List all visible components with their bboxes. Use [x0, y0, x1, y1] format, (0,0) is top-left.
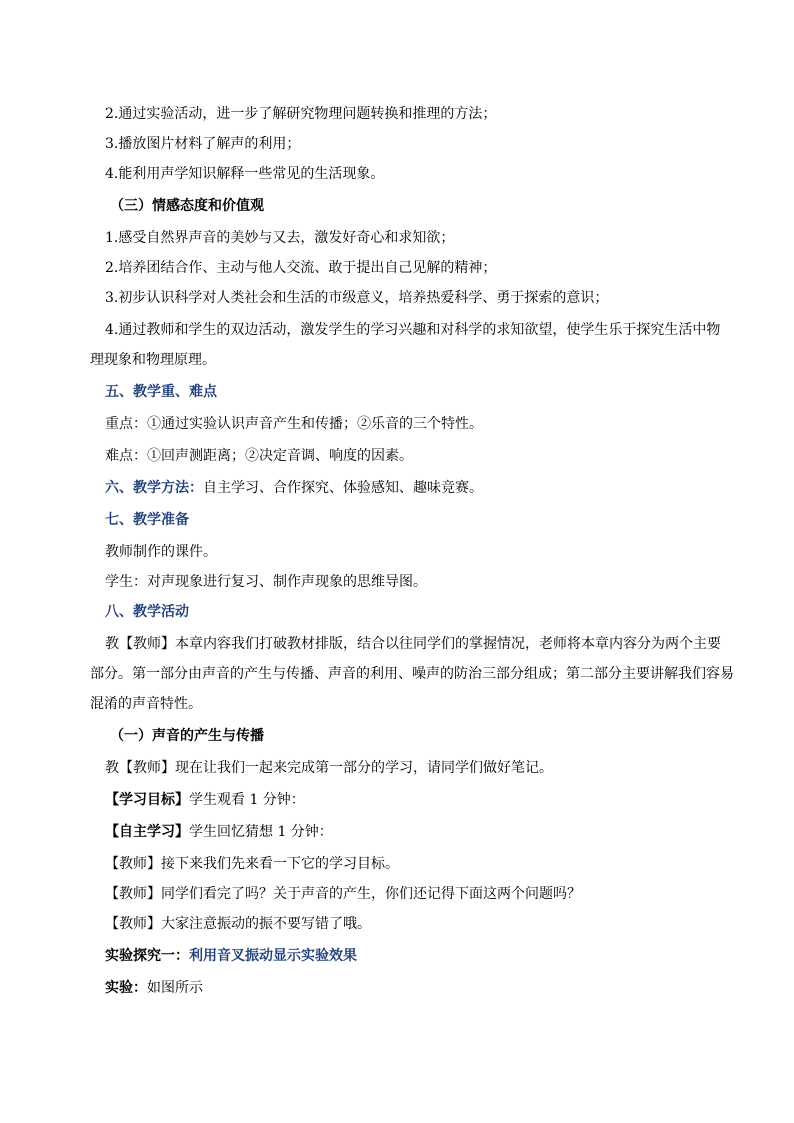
experiment-figure-text: 如图所示: [147, 980, 203, 996]
attitude-item-1: 1.感受自然界声音的美妙与又去，激发好奇心和求知欲；: [105, 230, 455, 246]
attitude-item-3: 3.初步认识科学对人类社会和生活的市级意义，培养热爱科学、勇于探索的意识；: [105, 290, 609, 306]
self-study-text: 学生回忆猜想 1 分钟：: [189, 824, 333, 840]
teacher-questions-text: 同学们看完了吗？关于声音的产生，你们还记得下面这两个问题吗？: [161, 886, 581, 902]
self-study-tag: 【自主学习】: [105, 824, 189, 840]
teacher-tag: 【教师】: [105, 856, 161, 872]
teacher-tag: 【教师】: [105, 916, 161, 932]
learning-goal-tag: 【学习目标】: [105, 792, 189, 808]
section-heading-attitudes: （三）情感态度和价值观: [110, 198, 264, 214]
teacher-line-questions: [105, 884, 725, 904]
section-heading-methods: 六、教学方法：: [105, 480, 203, 496]
experiment-one-line: [105, 946, 725, 966]
preparation-student: 学生：对声现象进行复习、制作声现象的思维导图。: [105, 574, 427, 590]
objective-item-3: 3.播放图片材料了解声的利用；: [105, 136, 301, 152]
teacher-line-goals: [105, 854, 725, 874]
key-points-text: 重点：①通过实验认识声音产生和传播；②乐音的三个特性。: [105, 416, 483, 432]
section-heading-activities: 八、教学活动: [105, 604, 189, 620]
teacher-vibration-text: 大家注意振动的振不要写错了哦。: [161, 916, 371, 932]
teacher-line-vibration: [105, 914, 725, 934]
learning-goal-text: 学生观看 1 分钟：: [189, 792, 305, 808]
self-study-line: [105, 822, 725, 842]
teaching-methods-text: 自主学习、合作探究、体验感知、趣味竞赛。: [203, 480, 483, 496]
learning-goal-line: [105, 790, 725, 810]
experiment-figure-line: [105, 978, 725, 998]
activity-intro-line1: 教【教师】本章内容我们打破教材排版，结合以往同学们的掌握情况，老师将本章内容分为两个主要: [105, 636, 721, 652]
experiment-one-label: 实验探究一：: [105, 948, 189, 964]
objective-item-4: 4.能利用声学知识解释一些常见的生活现象。: [105, 166, 385, 182]
attitude-item-4-line2: 理现象和物理原理。: [90, 352, 216, 368]
attitude-item-4-line1: 4.通过教师和学生的双边活动，激发学生的学习兴趣和对科学的求知欲望，使学生乐于探究生活中物: [105, 322, 721, 338]
subsection-heading-sound-production: （一）声音的产生与传播: [110, 728, 264, 744]
experiment-one-title: 利用音叉振动显示实验效果: [189, 948, 357, 964]
activity-intro-line3: 混淆的声音特性。: [90, 696, 202, 712]
teaching-methods-line: [105, 478, 725, 498]
teacher-goals-text: 接下来我们先来看一下它的学习目标。: [161, 856, 399, 872]
preparation-teacher: 教师制作的课件。: [105, 544, 217, 560]
difficult-points-text: 难点：①回声测距离；②决定音调、响度的因素。: [105, 448, 413, 464]
section-heading-key-points: 五、教学重、难点: [105, 384, 217, 400]
teacher-tag: 【教师】: [105, 886, 161, 902]
attitude-item-2: 2.培养团结合作、主动与他人交流、敢于提出自己见解的精神；: [105, 260, 497, 276]
section-heading-preparation: 七、教学准备: [105, 512, 189, 528]
activity-intro-line2: 部分。第一部分由声音的产生与传播、声音的利用、噪声的防治三部分组成；第二部分主要讲解我们容易: [90, 666, 734, 682]
objective-item-2: 2.通过实验活动，进一步了解研究物理问题转换和推理的方法；: [105, 106, 497, 122]
experiment-label: 实验：: [105, 980, 147, 996]
teacher-line-notes: 教【教师】现在让我们一起来完成第一部分的学习，请同学们做好笔记。: [105, 760, 553, 776]
